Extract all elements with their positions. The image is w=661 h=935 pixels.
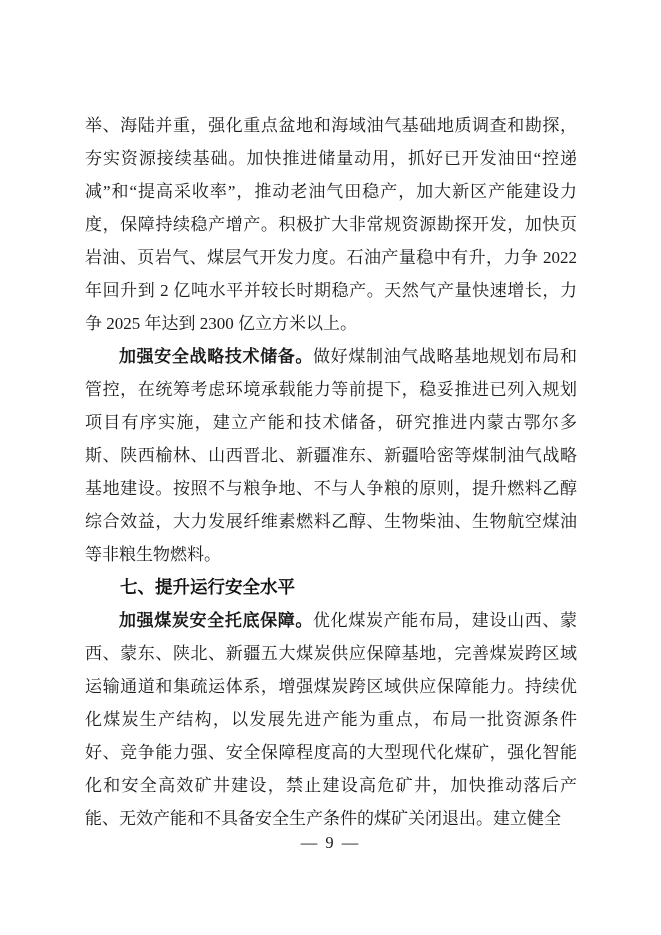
page-number: — 9 —: [300, 833, 361, 852]
paragraph-lead-strategic-tech-reserve: 加强安全战略技术储备。: [119, 347, 314, 366]
paragraph-body-coal-supply-safety: 优化煤炭产能布局，建设山西、蒙西、蒙东、陕北、新疆五大煤炭供应保障基地，完善煤炭跨区域运输通道和集疏运体系，增强煤炭跨区域供应保障能力。持续优化煤炭生产结构，以发展先进产能为重点，布局一批资源条件好、竞争能力强、安全保障程度高的大型现代化煤矿，强化智能化和安全高效矿井建设，禁止建设高危矿井，加快推动落后产能、无效产能和不具备安全生产条件的煤矿关闭退出。建立健全: [85, 611, 578, 828]
paragraph-body-strategic-tech-reserve: 做好煤制油气战略基地规划布局和管控，在统筹考虑环境承载能力等前提下，稳妥推进已列入规划项目有序实施，建立产能和技术储备，研究推进内蒙古鄂尔多斯、陕西榆林、山西晋北、新疆准东、新疆哈密等煤制油气战略基地建设。按照不与粮争地、不与人争粮的原则，提升燃料乙醇综合效益，大力发展纤维素燃料乙醇、生物柴油、生物航空煤油等非粮生物燃料。: [85, 347, 578, 564]
document-body: [85, 109, 577, 835]
paragraph-coal-supply-safety: [85, 604, 577, 835]
paragraph-strategic-tech-reserve: [85, 340, 577, 571]
section-heading-operation-safety: 七、提升运行安全水平: [120, 577, 295, 597]
paragraph-oil-gas-continuation: 举、海陆并重，强化重点盆地和海域油气基础地质调查和勘探，夯实资源接续基础。加快推进储量动用，抓好已开发油田“控递减”和“提高采收率”，推动老油气田稳产，加大新区产能建设力度，保障持续稳产增产。积极扩大非常规资源勘探开发，加快页岩油、页岩气、煤层气开发力度。石油产量稳中有升，力争 2022 年回升到 2 亿吨水平并较长时期稳产。天然气产量快速增长，力争 2025 年达到 2300 亿立方米以上。: [85, 116, 577, 333]
paragraph-lead-coal-supply-safety: 加强煤炭安全托底保障。: [119, 611, 314, 630]
